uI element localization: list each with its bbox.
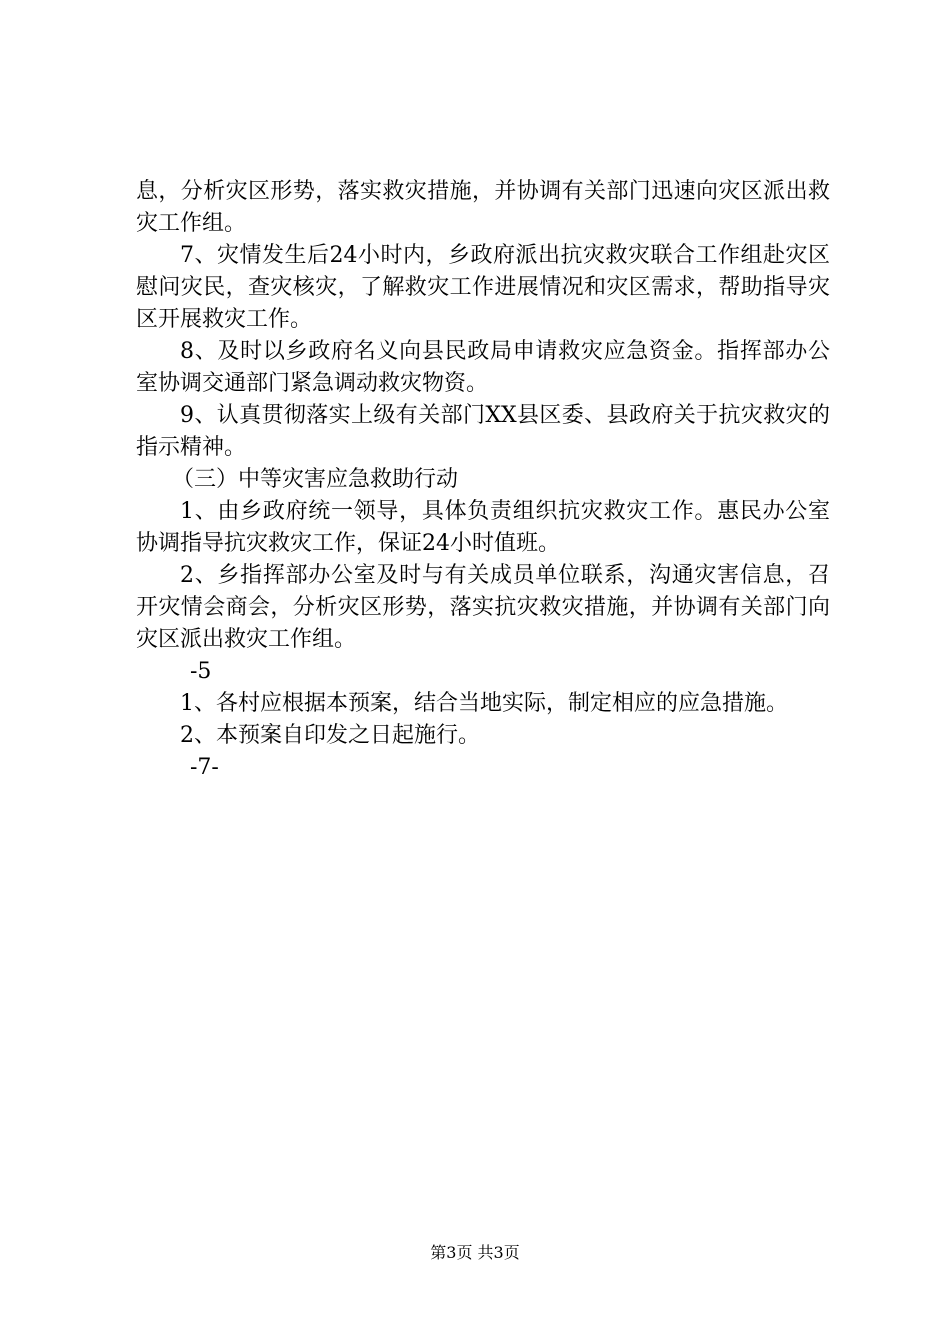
document-body [136,176,830,784]
paragraph-item-9: 9、认真贯彻落实上级有关部门XX县区委、县政府关于抗灾救灾的指示精神。 [136,403,830,460]
page-footer: 第3页 共3页 [430,1243,520,1262]
section-paragraph-2: 2、乡指挥部办公室及时与有关成员单位联系，沟通灾害信息，召开灾情会商会，分析灾区形势，落实抗灾救灾措施，并协调有关部门向灾区派出救灾工作组。 [136,563,830,652]
page-marker-end: -7- [190,755,219,780]
section-paragraph-1: 1、由乡政府统一领导，具体负责组织抗灾救灾工作。惠民办公室协调指导抗灾救灾工作，保证24小时值班。 [136,499,830,556]
closing-paragraph-1: 1、各村应根据本预案，结合当地实际，制定相应的应急措施。 [180,691,788,716]
page-marker: -5 [190,659,212,684]
paragraph-item-7: 7、灾情发生后24小时内，乡政府派出抗灾救灾联合工作组赴灾区慰问灾民，查灾核灾，了解救灾工作进展情况和灾区需求，帮助指导灾区开展救灾工作。 [136,243,830,332]
paragraph-item-8: 8、及时以乡政府名义向县民政局申请救灾应急资金。指挥部办公室协调交通部门紧急调动救灾物资。 [136,339,830,396]
closing-paragraph-2: 2、本预案自印发之日起施行。 [180,723,480,748]
paragraph-continuation: 息，分析灾区形势，落实救灾措施，并协调有关部门迅速向灾区派出救灾工作组。 [136,179,830,236]
section-heading: （三）中等灾害应急救助行动 [172,467,459,492]
